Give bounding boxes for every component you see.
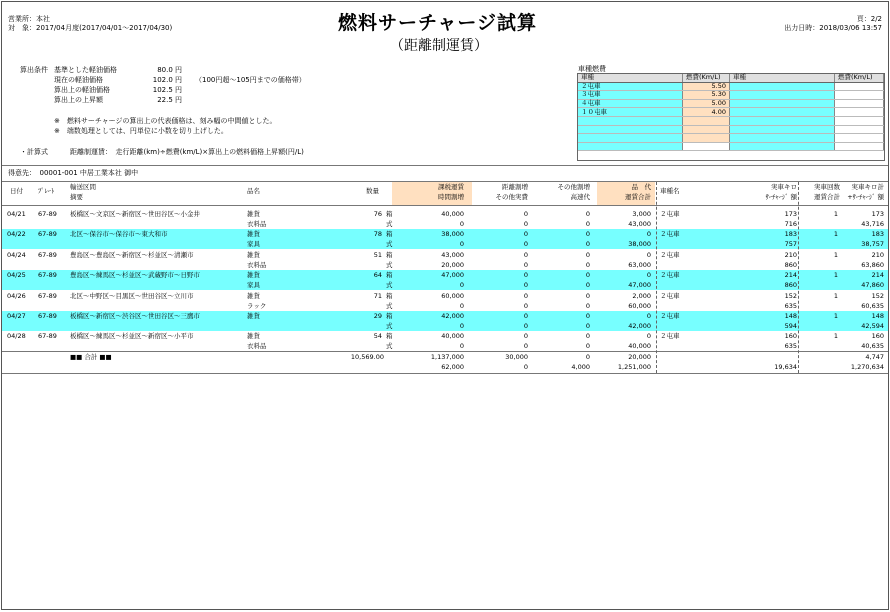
row-dist: 0 — [523, 291, 528, 300]
row-vehicle: ２屯車 — [660, 271, 680, 280]
col-dist: 距離割増 — [502, 183, 528, 191]
row-misc: 0 — [523, 281, 528, 290]
col-qty: 数量 — [366, 187, 379, 195]
row-toll: 0 — [585, 281, 590, 290]
col-kmtotal: 実車キロ計 — [851, 183, 884, 191]
row-fare: 60,000 — [441, 291, 464, 300]
row-km: 152 — [784, 291, 797, 300]
row-toll: 0 — [585, 301, 590, 310]
vehicle-header: 車種 — [730, 74, 835, 82]
formula-text: 距離制運賃： 走行距離(km)÷燃費(km/L)×算出上の燃料価格上昇額(円/L) — [70, 148, 304, 156]
row-item1: 雑貨 — [247, 210, 260, 218]
row-toll: 0 — [585, 240, 590, 249]
row-surcharge: 757 — [784, 240, 797, 249]
row-fare: 40,000 — [441, 210, 464, 218]
col-goods: 品 代 — [631, 183, 651, 191]
table-row — [2, 291, 888, 311]
totals-surcharge: 19,634 — [774, 363, 797, 371]
row-date: 04/25 — [7, 271, 26, 280]
col-item: 品名 — [247, 187, 260, 195]
row-trips: 1 — [833, 230, 838, 239]
totals-grand: 1,270,634 — [850, 363, 884, 371]
totals-label: ■■ 合計 ■■ — [70, 353, 112, 361]
col-trips-total: 運賃合計 — [814, 193, 840, 201]
row-qty: 76 — [373, 210, 382, 218]
row-other: 0 — [585, 271, 590, 280]
page-title: 燃料サーチャージ試算 — [338, 12, 538, 34]
row-grand: 38,757 — [861, 240, 884, 249]
row-km: 160 — [784, 332, 797, 341]
condition-label: 算出上の上昇額 — [54, 96, 103, 104]
conditions-label: 算出条件 — [20, 66, 48, 74]
row-plate: 67-89 — [38, 271, 57, 280]
row-plate: 67-89 — [38, 230, 57, 239]
row-qty: 29 — [373, 312, 382, 320]
row-misc: 0 — [523, 260, 528, 269]
row-route: 北区～保谷市～保谷市～東大和市 — [70, 230, 168, 239]
row-kmtotal: 160 — [871, 332, 884, 341]
totals-total: 1,251,000 — [617, 363, 651, 371]
page-subtitle: （距離制運賃） — [390, 38, 488, 54]
row-date: 04/27 — [7, 312, 26, 320]
row-date: 04/24 — [7, 250, 26, 259]
row-kmtotal: 148 — [871, 312, 884, 320]
table-row — [2, 250, 888, 270]
row-surcharge: 860 — [784, 281, 797, 290]
fuel-header: 燃費(Km/L) — [835, 74, 884, 82]
row-time: 0 — [459, 281, 464, 290]
row-dist: 0 — [523, 210, 528, 218]
row-toll: 0 — [585, 220, 590, 228]
row-misc: 0 — [523, 220, 528, 228]
row-unit2: 式 — [386, 322, 393, 330]
row-goods: 0 — [646, 271, 651, 280]
row-kmtotal: 214 — [871, 271, 884, 280]
totals-row — [2, 352, 888, 372]
row-misc: 0 — [523, 301, 528, 310]
col-toll: 高速代 — [570, 193, 590, 201]
row-date: 04/28 — [7, 332, 26, 341]
row-route: 豊島区～豊島区～新宿区～杉並区～清瀬市 — [70, 250, 194, 259]
row-fare: 47,000 — [441, 271, 464, 280]
row-trips: 1 — [833, 332, 838, 341]
row-fare: 40,000 — [441, 332, 464, 341]
table-row — [2, 270, 888, 290]
row-goods: 2,000 — [632, 291, 651, 300]
row-grand: 63,860 — [861, 260, 884, 269]
row-dist: 0 — [523, 271, 528, 280]
row-vehicle: ２屯車 — [660, 312, 680, 320]
row-total: 40,000 — [628, 342, 651, 351]
row-kmtotal: 152 — [871, 291, 884, 300]
row-other: 0 — [585, 210, 590, 218]
row-item1: 雑貨 — [247, 271, 260, 280]
row-date: 04/21 — [7, 210, 26, 218]
row-other: 0 — [585, 291, 590, 300]
totals-goods: 20,000 — [628, 353, 651, 361]
row-total: 38,000 — [628, 240, 651, 249]
row-unit1: 箱 — [386, 312, 393, 320]
row-route: 北区～中野区～目黒区～世田谷区～立川市 — [70, 291, 194, 300]
row-unit1: 箱 — [386, 210, 393, 218]
totals-toll: 4,000 — [571, 363, 590, 371]
row-item1: 雑貨 — [247, 332, 260, 341]
row-route: 板橋区～文京区～新宿区～世田谷区～小金井 — [70, 210, 200, 218]
row-misc: 0 — [523, 240, 528, 249]
condition-value: 102.0 円 — [152, 76, 182, 84]
row-item1: 雑貨 — [247, 230, 260, 239]
col-fare: 課税運賃 — [438, 183, 464, 191]
page-number: 頁：2/2 — [856, 15, 882, 23]
row-surcharge: 635 — [784, 342, 797, 351]
col-total: 運賃合計 — [625, 193, 651, 201]
row-goods: 3,000 — [632, 210, 651, 218]
table-row — [2, 209, 888, 229]
row-vehicle: ２屯車 — [660, 332, 680, 341]
row-goods: 0 — [646, 312, 651, 320]
row-time: 0 — [459, 240, 464, 249]
row-plate: 67-89 — [38, 210, 57, 218]
note-2: ※ 端数処理としては、円単位に小数を切り上げした。 — [54, 127, 228, 135]
row-unit2: 式 — [386, 260, 393, 269]
col-grand: +ｻｰﾁｬｰｼﾞ 額 — [847, 193, 884, 201]
output-datetime: 出力日時：2018/03/06 13:57 — [784, 24, 882, 32]
col-plate: ﾌﾟﾚｰﾄ — [38, 187, 55, 195]
note-1: ※ 燃料サーチャージの算出上の代表価格は、刻み幅の中間値とした。 — [54, 117, 277, 125]
row-kmtotal: 210 — [871, 250, 884, 259]
row-dist: 0 — [523, 230, 528, 239]
row-toll: 0 — [585, 342, 590, 351]
condition-label: 現在の軽油価格 — [54, 76, 103, 84]
row-item1: 雑貨 — [247, 250, 260, 259]
row-qty: 78 — [373, 230, 382, 239]
row-surcharge: 594 — [784, 322, 797, 330]
col-km: 実車キロ — [771, 183, 797, 191]
row-total: 63,000 — [628, 260, 651, 269]
row-grand: 47,860 — [861, 281, 884, 290]
row-unit2: 式 — [386, 301, 393, 310]
row-route: 板橋区～新宿区～渋谷区～世田谷区～三鷹市 — [70, 312, 200, 320]
totals-other: 0 — [585, 353, 590, 361]
row-goods: 0 — [646, 250, 651, 259]
row-total: 47,000 — [628, 281, 651, 290]
row-plate: 67-89 — [38, 332, 57, 341]
row-item2: ラック — [247, 301, 267, 310]
col-misc: その他実費 — [495, 193, 528, 201]
row-unit1: 箱 — [386, 271, 393, 280]
col-summary: 摘要 — [70, 193, 83, 201]
row-surcharge: 716 — [784, 220, 797, 228]
row-vehicle: ２屯車 — [660, 291, 680, 300]
table-header — [2, 181, 888, 204]
row-date: 04/22 — [7, 230, 26, 239]
vehicle-type: ３屯車 — [578, 91, 683, 100]
vehicle-type: ４屯車 — [578, 99, 683, 108]
row-dist: 0 — [523, 250, 528, 259]
col-surcharge: ｻｰﾁｬｰｼﾞ 額 — [765, 193, 797, 201]
row-unit1: 箱 — [386, 230, 393, 239]
row-grand: 40,635 — [861, 342, 884, 351]
row-fare: 42,000 — [441, 312, 464, 320]
condition-value: 80.0 円 — [157, 66, 182, 74]
row-time: 0 — [459, 301, 464, 310]
row-km: 210 — [784, 250, 797, 259]
row-unit2: 式 — [386, 240, 393, 249]
row-plate: 67-89 — [38, 312, 57, 320]
row-qty: 54 — [373, 332, 382, 341]
row-time: 0 — [459, 322, 464, 330]
row-other: 0 — [585, 250, 590, 259]
row-trips: 1 — [833, 210, 838, 218]
row-date: 04/26 — [7, 291, 26, 300]
row-dist: 0 — [523, 312, 528, 320]
row-other: 0 — [585, 332, 590, 341]
condition-value: 22.5 円 — [157, 96, 182, 104]
target-period: 対 象：2017/04月度(2017/04/01～2017/04/30) — [8, 24, 173, 32]
formula-label: ・計算式 — [20, 148, 48, 156]
row-grand: 60,635 — [861, 301, 884, 310]
condition-label: 算出上の軽油価格 — [54, 86, 110, 94]
col-time: 時間割増 — [438, 193, 464, 201]
row-km: 183 — [784, 230, 797, 239]
row-time: 0 — [459, 220, 464, 228]
vehicle-fuel: 5.00 — [683, 99, 730, 108]
row-other: 0 — [585, 230, 590, 239]
row-grand: 42,594 — [861, 322, 884, 330]
totals-dist: 30,000 — [505, 353, 528, 361]
totals-time: 62,000 — [441, 363, 464, 371]
row-km: 148 — [784, 312, 797, 320]
row-unit1: 箱 — [386, 332, 393, 341]
row-item2: 衣料品 — [247, 342, 267, 351]
condition-note: （100円超～105円までの価格帯） — [195, 76, 306, 84]
row-total: 43,000 — [628, 220, 651, 228]
vehicle-fuel: 5.50 — [683, 82, 730, 91]
vehicle-type: ２屯車 — [578, 82, 683, 91]
row-qty: 71 — [373, 291, 382, 300]
row-goods: 0 — [646, 230, 651, 239]
col-date: 日付 — [10, 187, 23, 195]
vehicle-header: 車種 — [578, 74, 683, 82]
vehicle-fuel: 4.00 — [683, 108, 730, 117]
report-page — [1, 1, 889, 610]
row-surcharge: 860 — [784, 260, 797, 269]
vehicle-fuel-table — [577, 73, 885, 161]
totals-fare: 1,137,000 — [430, 353, 464, 361]
row-kmtotal: 173 — [871, 210, 884, 218]
row-dist: 0 — [523, 332, 528, 341]
row-unit2: 式 — [386, 281, 393, 290]
row-misc: 0 — [523, 322, 528, 330]
vehicle-fuel: 5.30 — [683, 91, 730, 100]
row-route: 豊島区～練馬区～杉並区～武蔵野市～日野市 — [70, 271, 200, 280]
row-item2: 家具 — [247, 281, 260, 290]
row-goods: 0 — [646, 332, 651, 341]
row-unit2: 式 — [386, 342, 393, 351]
row-item2: 衣料品 — [247, 260, 267, 269]
condition-label: 基準とした軽油価格 — [54, 66, 117, 74]
col-other: その他割増 — [557, 183, 590, 191]
fuel-header: 燃費(Km/L) — [683, 74, 730, 82]
row-unit1: 箱 — [386, 291, 393, 300]
row-item1: 雑貨 — [247, 291, 260, 300]
row-trips: 1 — [833, 271, 838, 280]
row-toll: 0 — [585, 260, 590, 269]
row-grand: 43,716 — [861, 220, 884, 228]
row-km: 173 — [784, 210, 797, 218]
office-label: 営業所：本社 — [8, 15, 50, 23]
row-toll: 0 — [585, 322, 590, 330]
row-vehicle: ２屯車 — [660, 210, 680, 218]
row-trips: 1 — [833, 291, 838, 300]
row-surcharge: 635 — [784, 301, 797, 310]
row-fare: 38,000 — [441, 230, 464, 239]
totals-kmtotal: 4,747 — [865, 353, 884, 361]
row-qty: 64 — [373, 271, 382, 280]
row-item1: 雑貨 — [247, 312, 260, 320]
col-trips: 実車回数 — [814, 183, 840, 191]
vehicle-type: １０屯車 — [578, 108, 683, 117]
row-unit2: 式 — [386, 220, 393, 228]
row-km: 214 — [784, 271, 797, 280]
row-plate: 67-89 — [38, 291, 57, 300]
table-row — [2, 311, 888, 331]
totals-misc: 0 — [523, 363, 528, 371]
row-kmtotal: 183 — [871, 230, 884, 239]
table-row — [2, 331, 888, 351]
row-qty: 51 — [373, 250, 382, 259]
row-total: 60,000 — [628, 301, 651, 310]
row-item2: 衣料品 — [247, 220, 267, 228]
col-route: 輸送区間 — [70, 183, 96, 191]
vehicle-table-title: 車種燃費 — [578, 65, 606, 73]
row-unit1: 箱 — [386, 250, 393, 259]
row-plate: 67-89 — [38, 250, 57, 259]
totals-qty: 10,569.00 — [350, 353, 384, 361]
row-route: 板橋区～練馬区～杉並区～新宿区～小平市 — [70, 332, 194, 341]
condition-value: 102.5 円 — [152, 86, 182, 94]
row-fare: 43,000 — [441, 250, 464, 259]
row-trips: 1 — [833, 312, 838, 320]
row-vehicle: ２屯車 — [660, 250, 680, 259]
row-time: 0 — [459, 342, 464, 351]
row-other: 0 — [585, 312, 590, 320]
row-misc: 0 — [523, 342, 528, 351]
row-item2: 家具 — [247, 240, 260, 249]
row-trips: 1 — [833, 250, 838, 259]
row-vehicle: ２屯車 — [660, 230, 680, 239]
col-vehicle: 車種名 — [660, 187, 680, 195]
row-total: 42,000 — [628, 322, 651, 330]
customer-label: 得意先： 00001-001 中居工業本社 御中 — [8, 169, 139, 177]
row-time: 20,000 — [441, 260, 464, 269]
table-row — [2, 229, 888, 249]
